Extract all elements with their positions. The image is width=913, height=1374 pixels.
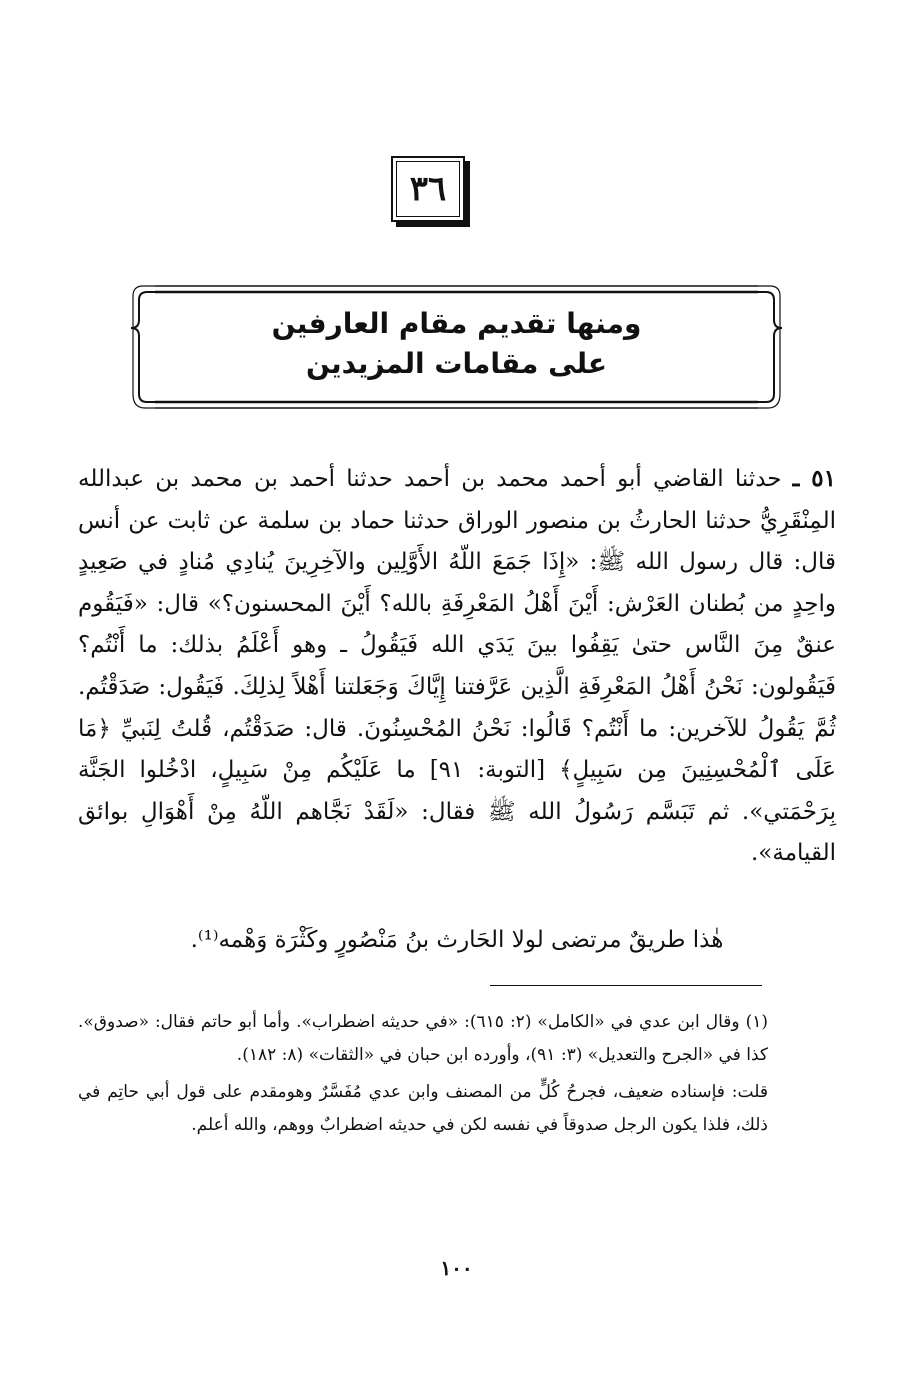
chapter-heading-frame <box>125 282 788 412</box>
hadith-closing-note: هٰذا طريقٌ مرتضى لولا الحَارث بنُ مَنْصُورٍ وكَثْرَة وَهْمه⁽¹⁾. <box>190 927 724 953</box>
hadith-number: ٥١ ـ <box>792 465 836 492</box>
footnotes <box>78 1006 768 1142</box>
hadith-text: حدثنا القاضي أبو أحمد محمد بن أحمد حدثنا أحمد بن محمد بن عبدالله المِنْقَرِيُّ حدثنا الحارثُ بن منصور الوراق حدثنا حماد بن سلمة عن ثابت عن أنس قال: قال رسول الله ﷺ: «إِذَا جَمَعَ اللّهُ الأَوَّلِين والآخِرِينَ يُنادِي مُنادٍ في صَعِيدٍ واحِدٍ من بُطنان العَرْش: أَيْنَ أَهْلُ المَعْرِفَةِ بالله؟ أَيْنَ المحسنون؟» قال: «فَيَقُوم عنقٌ مِنَ النَّاس حتىٰ يَقِفُوا بينَ يَدَي الله فَيَقُولُ ـ وهو أَعْلَمُ بذلك: ما أَنْتُم؟ فَيَقُولون: نَحْنُ أَهْلُ المَعْرِفَةِ الَّذِين عَرَّفتنا إِيَّاكَ وَجَعَلتنا أَهْلاً لِذلِكَ. فَيَقُول: صَدَقْتُم. ثُمَّ يَقُولُ للآخرين: ما أَنْتُم؟ قَالُوا: نَحْنُ المُحْسِنُونَ. قال: صَدَقْتُم، قُلتُ لِنَبيِّ ﴿مَا عَلَى ٱلْمُحْسِنِينَ مِن سَبِيلٍ﴾ [التوبة: ٩١] ما عَلَيْكُم مِنْ سَبِيلٍ، ادْخُلوا الجَنَّة بِرَحْمَتي». ثم تَبَسَّم رَسُولُ الله ﷺ فقال: «لَقَدْ نَجَّاهم اللّهُ مِنْ أَهْوَالِ بوائق القيامة». <box>78 466 836 867</box>
chapter-number: ٣٦ <box>409 169 447 209</box>
chapter-number-box <box>391 156 465 222</box>
footnote-1: (١) وقال ابن عدي في «الكامل» (٢: ٦١٥): «في حديثه اضطراب». وأما أبو حاتم فقال: «صدوق». كذا في «الجرح والتعديل» (٣: ٩١)، وأورده ابن حبان في «الثقات» (٨: ١٨٢). <box>78 1012 768 1065</box>
chapter-title-line-2: على مقامات المزيدين <box>305 347 608 380</box>
footnote-comment: قلت: فإسناده ضعيف، فجرحُ كُلٍّ من المصنف وابن عدي مُفَسَّرٌ وهومقدم على قول أبي حاتِم في ذلك، فلذا يكون الرجل صدوقاً في نفسه لكن في حديثه اضطرابٌ ووهم، والله أعلم. <box>78 1082 768 1135</box>
chapter-title-line-1: ومنها تقديم مقام العارفين <box>271 307 642 340</box>
footnote-separator <box>490 985 762 986</box>
page-number: ١٠٠ <box>440 1256 473 1280</box>
hadith-paragraph <box>78 458 836 875</box>
